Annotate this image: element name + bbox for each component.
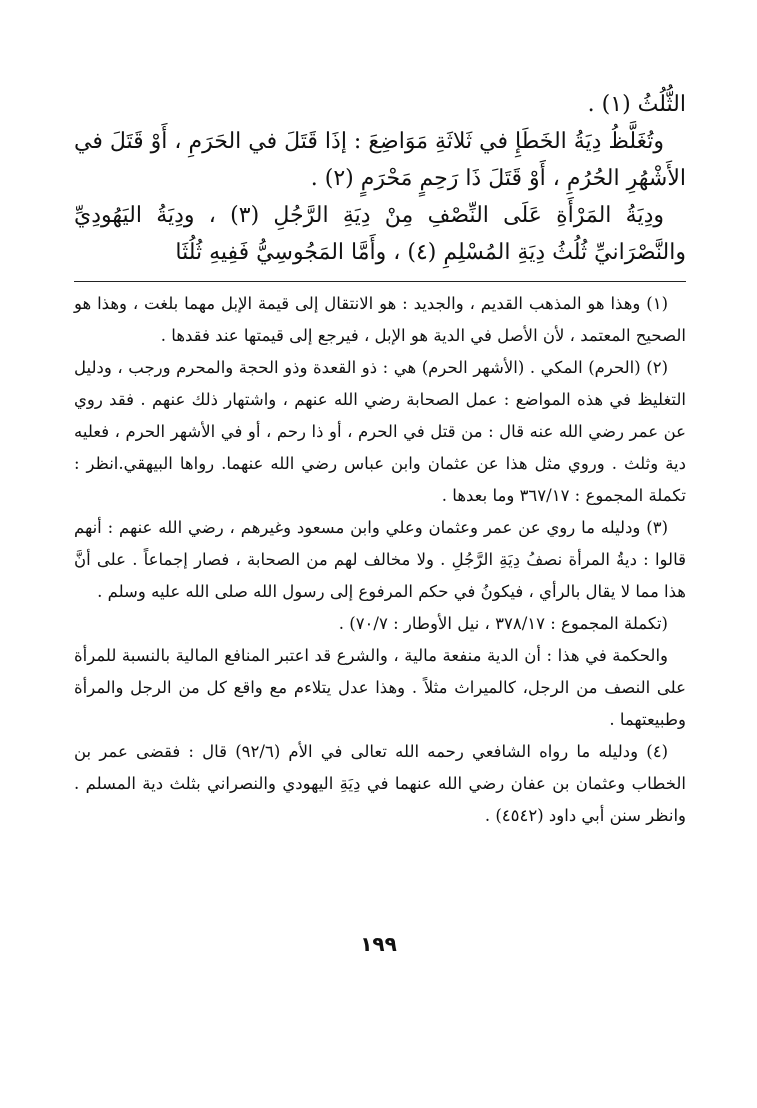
footnotes [74, 288, 686, 832]
document-page [74, 86, 686, 832]
footnote-3-reference: (تكملة المجموع : ٣٧٨/١٧ ، نيل الأوطار : ٧٠/٧) . [338, 614, 668, 633]
footnote-3-wisdom: والحكمة في هذا : أن الدية منفعة مالية ، والشرع قد اعتبر المنافع المالية بالنسبة للمرأة على النصف من الرجل، كالميراث مثلاً . وهذا عدل يتلاءم مع واقع كل من الرجل والمرأة وطبيعتهما . [74, 646, 686, 729]
main-text [74, 86, 686, 271]
main-paragraph: وتُغَلَّظُ دِيَةُ الخَطَإِ في ثَلاثَةِ مَوَاضِعَ : إذَا قَتَلَ في الحَرَمِ ، أَوْ قَتَلَ في الأَشْهُرِ الحُرُمِ ، أَوْ قَتَلَ ذَا رَحِمٍ مَحْرَمٍ (٢) . [74, 129, 686, 191]
main-paragraph: الثُّلُثُ (١) . [587, 92, 686, 117]
page-number: ١٩٩ [360, 932, 397, 956]
main-paragraph: ودِيَةُ المَرْأَةِ عَلَى النِّصْفِ مِنْ دِيَةِ الرَّجُلِ (٣) ، ودِيَةُ اليَهُودِيِّ والنَّصْرَانيِّ ثُلُثُ دِيَةِ المُسْلِمِ (٤) ، وأَمَّا المَجُوسِيُّ فَفِيهِ ثُلُثَا [74, 203, 686, 265]
footnote-2: (٢) (الحرم) المكي . (الأشهر الحرم) هي : ذو القعدة وذو الحجة والمحرم ورجب ، ودليل التغليظ في هذه المواضع : عمل الصحابة رضي الله عنهم ، واشتهار ذلك عنهم . فقد روي عن عمر رضي الله عنه قال : من قتل في الحرم ، أو ذا رحم ، أو في الأشهر الحرم ، فعليه دية وثلث . وروي مثل هذا عن عثمان وابن عباس رضي الله عنهما. رواها البيهقي.انظر : تكملة المجموع : ٣٦٧/١٧ وما بعدها . [74, 358, 686, 505]
footnote-4: (٤) ودليله ما رواه الشافعي رحمه الله تعالى في الأم (٩٢/٦) قال : فقضى عمر بن الخطاب وعثمان بن عفان رضي الله عنهما في دِيَةِ اليهودي والنصراني بثلث دية المسلم . وانظر سنن أبي داود (٤٥٤٢) . [74, 742, 686, 825]
footnote-3: (٣) ودليله ما روي عن عمر وعثمان وعلي وابن مسعود وغيرهم ، رضي الله عنهم : أنهم قالوا : ديةُ المرأة نصفُ دِيَةِ الرَّجُلِ . ولا مخالف لهم من الصحابة ، فصار إجماعاً . على أنَّ هذا مما لا يقال بالرأي ، فيكونُ في حكم المرفوع إلى رسول الله صلى الله عليه وسلم . [74, 518, 686, 601]
footnote-separator [74, 281, 686, 282]
footnote-1: (١) وهذا هو المذهب القديم ، والجديد : هو الانتقال إلى قيمة الإبل مهما بلغت ، وهذا هو الصحيح المعتمد ، لأن الأصل في الدية هو الإبل ، فيرجع إلى قيمتها عند فقدها . [74, 294, 686, 345]
